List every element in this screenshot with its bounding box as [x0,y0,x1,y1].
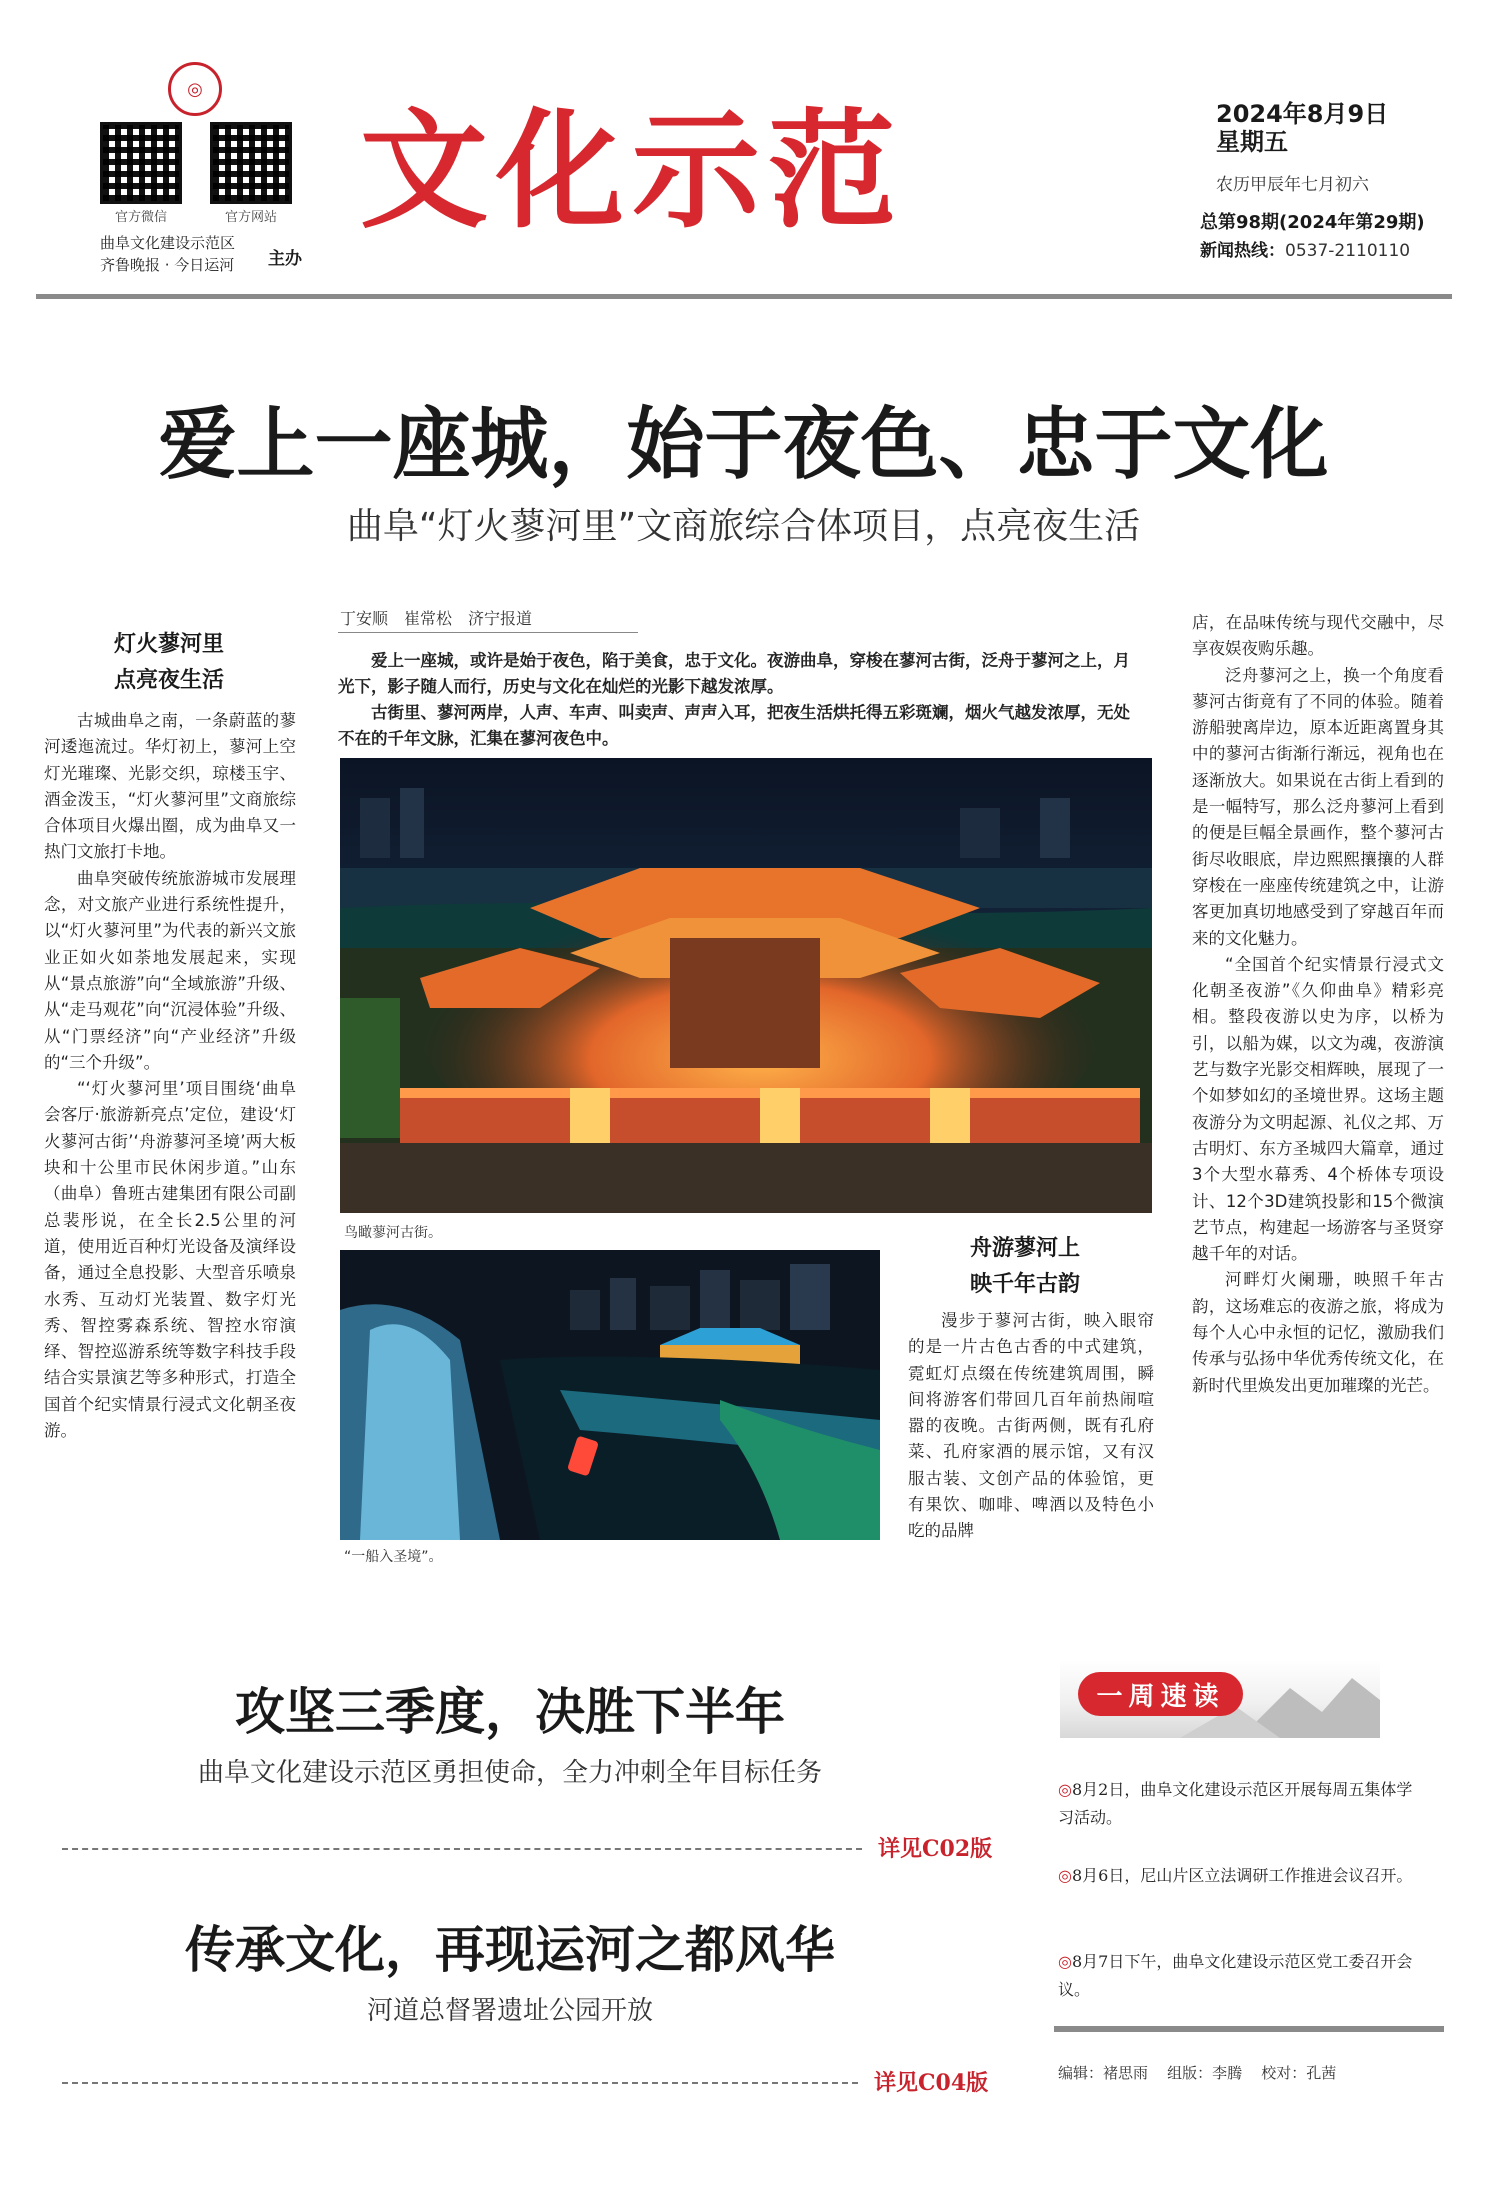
qr-caption-wechat: 官方微信 [114,210,167,225]
issue-number: 总第98期(2024年第29期) [1200,212,1425,233]
lunar-date: 农历甲辰年七月初六 [1216,175,1369,195]
qr-caption-website: 官方网站 [224,210,277,225]
paragraph: 曲阜突破传统旅游城市发展理念，对文旅产业进行系统性提升，以“灯火蓼河里”为代表的新兴文旅业正如火如荼地发展起来，实现从“景点旅游”向“全域旅游”升级、从“走马观花”向“沉浸体验”升级、从“门票经济”向“产业经济”升级的“三个升级”。 [44,868,296,1072]
host-line-1: 曲阜文化建设示范区 [100,234,236,252]
weekly-digest-title: 一周速读 [1078,1672,1243,1716]
left-column-title [44,626,294,698]
paragraph: “全国首个纪实情景行浸式文化朝圣夜游”《久仰曲阜》精彩亮相。整段夜游以史为序，以桥为引，以船为媒，以文为魂，夜游演艺与数字光影交相辉映，展现了一个如梦如幻的圣境世界。这场主题夜游分为文明起源、礼仪之邦、万古明灯、东方圣城四大篇章，通过3个大型水幕秀、4个桥体专项设计、12个3D建筑投影和15个微演艺节点，构建起一场游客与圣贤穿越千年的对话。 [1192,954,1444,1264]
lead-text [338,648,1144,752]
credit-editor: 编辑：褚思雨 [1058,2064,1149,2082]
news-text: 8月2日，曲阜文化建设示范区开展每周五集体学习活动。 [1058,1780,1413,1827]
news-bullet-icon: ◎ [1058,1780,1072,1799]
credit-proof: 校对：孔茜 [1261,2064,1337,2082]
masthead-rule [36,294,1452,299]
section2-see-page-link[interactable]: 详见C04版 [874,2070,989,2096]
center-subsection-title [900,1230,1150,1302]
section1-see-page-link[interactable]: 详见C02版 [878,1836,993,1862]
photo1-caption: 鸟瞰蓼河古街。 [344,1225,442,1241]
host-line-2: 齐鲁晚报 · 今日运河 [100,256,235,274]
byline: 丁安顺 崔常松 济宁报道 [340,609,533,628]
issue-date: 2024年8月9日 [1216,100,1389,128]
news-bullet-icon: ◎ [1058,1866,1072,1885]
weekly-news-item[interactable] [1058,1948,1418,2004]
byline-rule [338,632,638,633]
lead-paragraph: 古街里、蓼河两岸，人声、车声、叫卖声、声声入耳，把夜生活烘托得五彩斑斓，烟火气越发浓厚，无处不在的千年文脉，汇集在蓼河夜色中。 [338,703,1130,748]
left-title-line-2: 点亮夜生活 [113,667,224,693]
paragraph: 漫步于蓼河古街，映入眼帘的是一片古色古香的中式建筑，霓虹灯点缀在传统建筑周围，瞬间将游客们带回几百年前热闹喧嚣的夜晚。古街两侧，既有孔府菜、孔府家酒的展示馆，又有汉服古装、文创产品的体验馆，更有果饮、咖啡、啤酒以及特色小吃的品牌 [908,1311,1154,1541]
host-organizations [100,232,235,276]
hotline [1200,236,1410,261]
hotline-label: 新闻热线： [1200,241,1285,261]
subsection-title-line-1: 舟游蓼河上 [969,1235,1080,1261]
section1-title: 攻坚三季度，决胜下半年 [235,1682,785,1741]
footer-rule [1054,2026,1444,2032]
section2-dashed-rule [62,2082,858,2084]
section1-subtitle: 曲阜文化建设示范区勇担使命，全力冲刺全年目标任务 [197,1758,822,1788]
section1-dashed-rule [62,1848,862,1850]
subsection-title-line-2: 映千年古韵 [969,1271,1080,1297]
paragraph: 河畔灯火阑珊，映照千年古韵，这场难忘的夜游之旅，将成为每个人心中永恒的记忆，激励我们传承与弘扬中华优秀传统文化，在新时代里焕发出更加璀璨的光芒。 [1192,1270,1444,1395]
paragraph: 古城曲阜之南，一条蔚蓝的蓼河逶迤流过。华灯初上，蓼河上空灯光璀璨、光影交织，琼楼玉宇、酒金泼玉，“灯火蓼河里”文商旅综合体项目火爆出圈，成为曲阜又一热门文旅打卡地。 [44,711,296,862]
lead-paragraph: 爱上一座城，或许是始于夜色，陷于美食，忠于文化。夜游曲阜，穿梭在蓼河古街，泛舟于蓼河之上，月光下，影子随人而行，历史与文化在灿烂的光影下越发浓厚。 [338,651,1130,696]
masthead-emblem: ◎ [168,62,222,116]
left-column-text [44,708,296,1444]
news-text: 8月7日下午，曲阜文化建设示范区党工委召开会议。 [1058,1952,1413,1999]
photo-boat-on-river-graphic [340,1250,880,1540]
issue-date-block [1216,100,1388,156]
section2-title: 传承文化，再现运河之都风华 [185,1920,835,1979]
newspaper-title: 文化示范 [360,96,905,246]
left-title-line-1: 灯火蓼河里 [113,631,224,657]
center-subsection-text [908,1308,1154,1545]
weekly-news-item[interactable] [1058,1862,1418,1890]
issue-weekday: 星期五 [1216,128,1288,156]
news-bullet-icon: ◎ [1058,1952,1072,1971]
section2-subtitle: 河道总督署遗址公园开放 [366,1996,653,2026]
main-subheadline: 曲阜“灯火蓼河里”文商旅综合体项目，点亮夜生活 [346,506,1141,547]
credit-layout: 组版：李腾 [1167,2064,1243,2082]
host-label: 主办 [268,249,302,269]
right-column-text [1192,610,1444,1399]
page-credits [1058,2062,1336,2083]
main-headline: 爱上一座城，始于夜色、忠于文化 [158,399,1329,490]
paragraph: “‘灯火蓼河里’项目围绕‘曲阜会客厅·旅游新亮点’定位，建设‘灯火蓼河古街’‘舟游蓼河圣境’两大板块和十公里市民休闲步道。”山东（曲阜）鲁班古建集团有限公司副总裴彤说，在全长2.5公里的河道，使用近百种灯光设备及演绎设备，通过全息投影、大型音乐喷泉水秀、互动灯光装置、数字灯光秀、智控雾森系统、智控水帘演绎、智控巡游系统等数字科技手段结合实景演艺等多种形式，打造全国首个纪实情景行浸式文化朝圣夜游。 [44,1079,296,1441]
paragraph: 店，在品味传统与现代交融中，尽享夜娱夜购乐趣。 [1192,613,1444,659]
website-qr-code[interactable] [210,122,292,204]
photo-aerial-ancient-street [340,758,1152,1213]
photo-aerial-ancient-street-graphic [340,758,1152,1213]
wechat-qr-code[interactable] [100,122,182,204]
hotline-number: 0537-2110110 [1285,241,1411,261]
weekly-news-item[interactable] [1058,1776,1418,1832]
photo-boat-on-river [340,1250,880,1540]
photo2-caption: “一船入圣境”。 [344,1549,443,1565]
paragraph: 泛舟蓼河之上，换一个角度看蓼河古街竟有了不同的体验。随着游船驶离岸边，原本近距离置身其中的蓼河古街渐行渐远，视角也在逐渐放大。如果说在古街上看到的是一幅特写，那么泛舟蓼河上看到的便是巨幅全景画作，整个蓼河古街尽收眼底，岸边熙熙攘攘的人群穿梭在一座座传统建筑之中，让游客更加真切地感受到了穿越百年而来的文化魅力。 [1192,665,1444,948]
news-text: 8月6日，尼山片区立法调研工作推进会议召开。 [1071,1866,1413,1885]
